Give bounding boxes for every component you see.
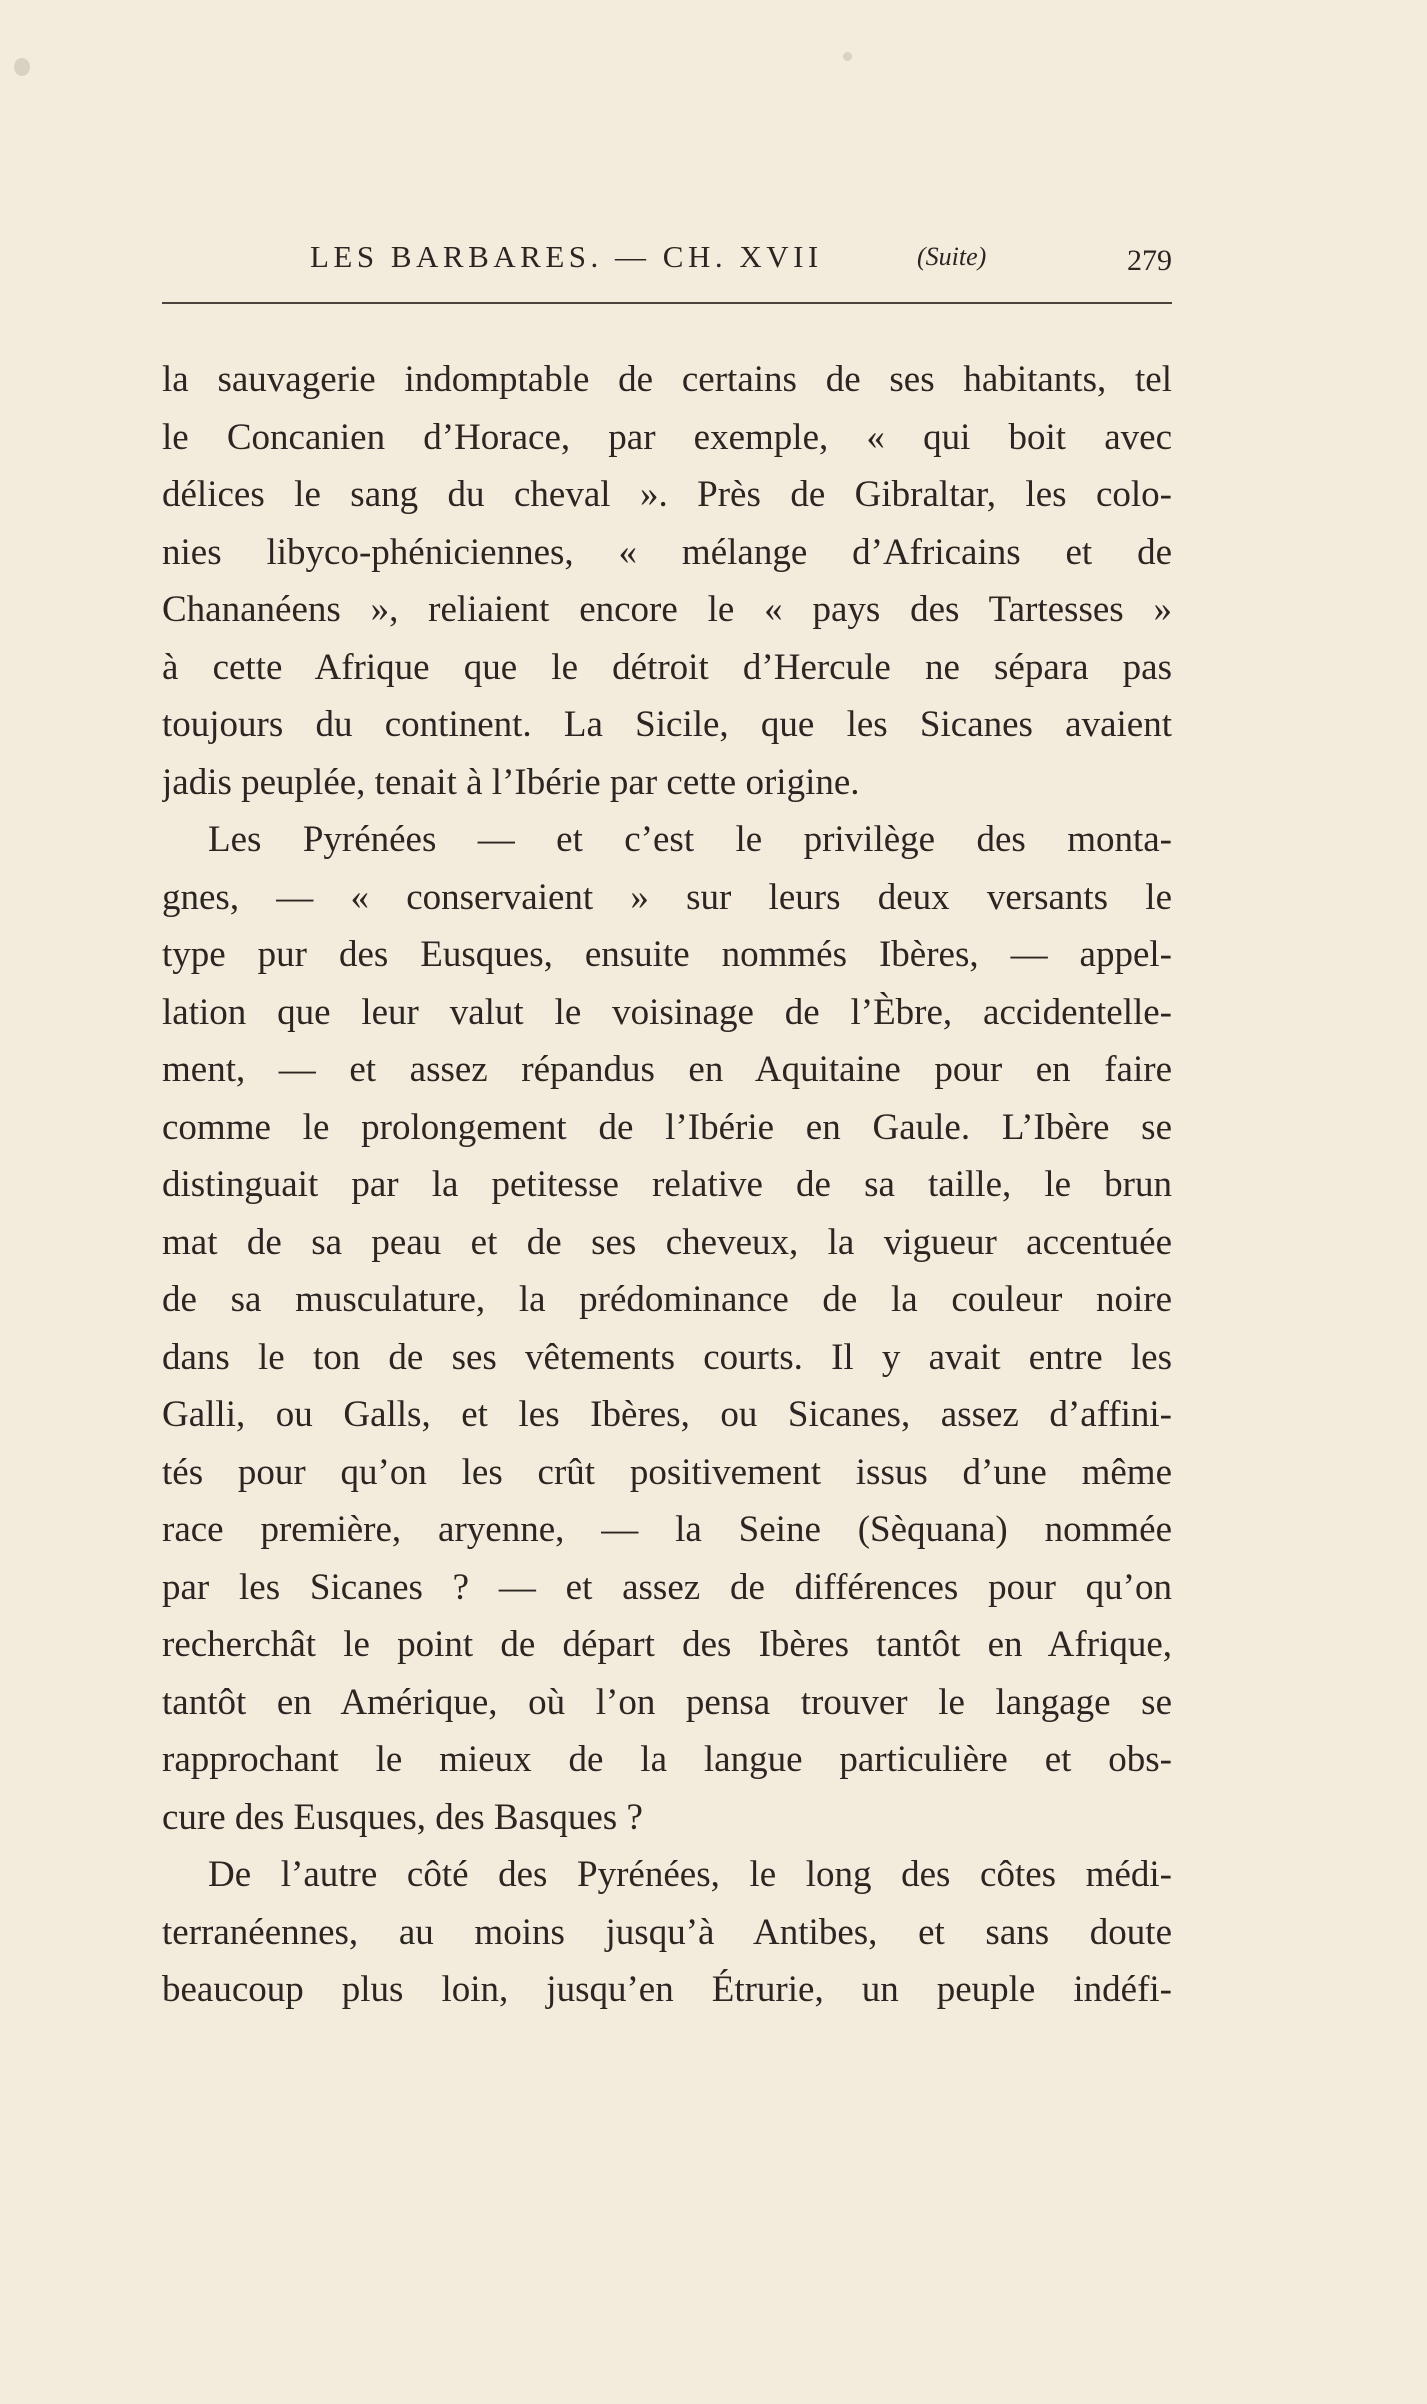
text-line: De l’autre côté des Pyrénées, le long des côtes médi- bbox=[208, 1854, 1172, 1895]
text-line: gnes, — « conservaient » sur leurs deux versants le bbox=[162, 876, 1172, 918]
text-line: par les Sicanes ? — et assez de différences pour qu’on bbox=[162, 1566, 1172, 1608]
text-line: tantôt en Amérique, où l’on pensa trouver le langage se bbox=[162, 1681, 1172, 1723]
text-line: de sa musculature, la prédominance de la couleur noire bbox=[162, 1279, 1172, 1320]
text-line: toujours du continent. La Sicile, que les Sicanes avaient bbox=[162, 704, 1172, 745]
running-header bbox=[162, 232, 1172, 282]
running-title: LES BARBARES. — CH. XVII bbox=[310, 239, 823, 274]
text-line: type pur des Eusques, ensuite nommés Ibères, — appel- bbox=[162, 934, 1172, 975]
text-line: race première, aryenne, — la Seine (Sèquana) nommée bbox=[162, 1509, 1172, 1550]
header-rule bbox=[162, 302, 1172, 304]
text-line: rapprochant le mieux de la langue particulière et obs- bbox=[162, 1739, 1172, 1780]
body-text bbox=[162, 351, 1172, 2019]
text-line: jadis peuplée, tenait à l’Ibérie par cette origine. bbox=[162, 761, 860, 803]
text-line: lation que leur valut le voisinage de l’Èbre, accidentelle- bbox=[162, 991, 1172, 1033]
text-line: délices le sang du cheval ». Près de Gibraltar, les colo- bbox=[162, 474, 1172, 515]
text-line: terranéennes, au moins jusqu’à Antibes, et sans doute bbox=[162, 1911, 1172, 1953]
page-number: 279 bbox=[1127, 244, 1172, 277]
running-title-suite: (Suite) bbox=[917, 242, 987, 271]
text-line: beaucoup plus loin, jusqu’en Étrurie, un peuple indéfi- bbox=[162, 1969, 1172, 2010]
text-line: comme le prolongement de l’Ibérie en Gaule. L’Ibère se bbox=[162, 1106, 1172, 1148]
text-line: distinguait par la petitesse relative de sa taille, le brun bbox=[162, 1164, 1172, 1205]
paper-stain bbox=[14, 58, 30, 76]
text-line: nies libyco-phéniciennes, « mélange d’Africains et de bbox=[162, 531, 1172, 573]
text-line: mat de sa peau et de ses cheveux, la vigueur accentuée bbox=[162, 1221, 1172, 1263]
text-line: la sauvagerie indomptable de certains de ses habitants, tel bbox=[162, 359, 1172, 400]
paper-stain bbox=[843, 52, 852, 61]
text-line: cure des Eusques, des Basques ? bbox=[162, 1796, 643, 1838]
text-line: Chananéens », reliaient encore le « pays des Tartesses » bbox=[162, 589, 1172, 630]
text-line: ment, — et assez répandus en Aquitaine pour en faire bbox=[162, 1049, 1172, 1090]
text-line: dans le ton de ses vêtements courts. Il y avait entre les bbox=[162, 1336, 1172, 1378]
text-line: tés pour qu’on les crût positivement issus d’une même bbox=[162, 1451, 1172, 1493]
text-line: Galli, ou Galls, et les Ibères, ou Sicanes, assez d’affini- bbox=[162, 1394, 1172, 1435]
text-line: à cette Afrique que le détroit d’Hercule ne sépara pas bbox=[162, 646, 1172, 688]
text-line: recherchât le point de départ des Ibères tantôt en Afrique, bbox=[162, 1624, 1172, 1665]
text-line: Les Pyrénées — et c’est le privilège des monta- bbox=[208, 819, 1172, 860]
text-line: le Concanien d’Horace, par exemple, « qui boit avec bbox=[162, 416, 1172, 458]
